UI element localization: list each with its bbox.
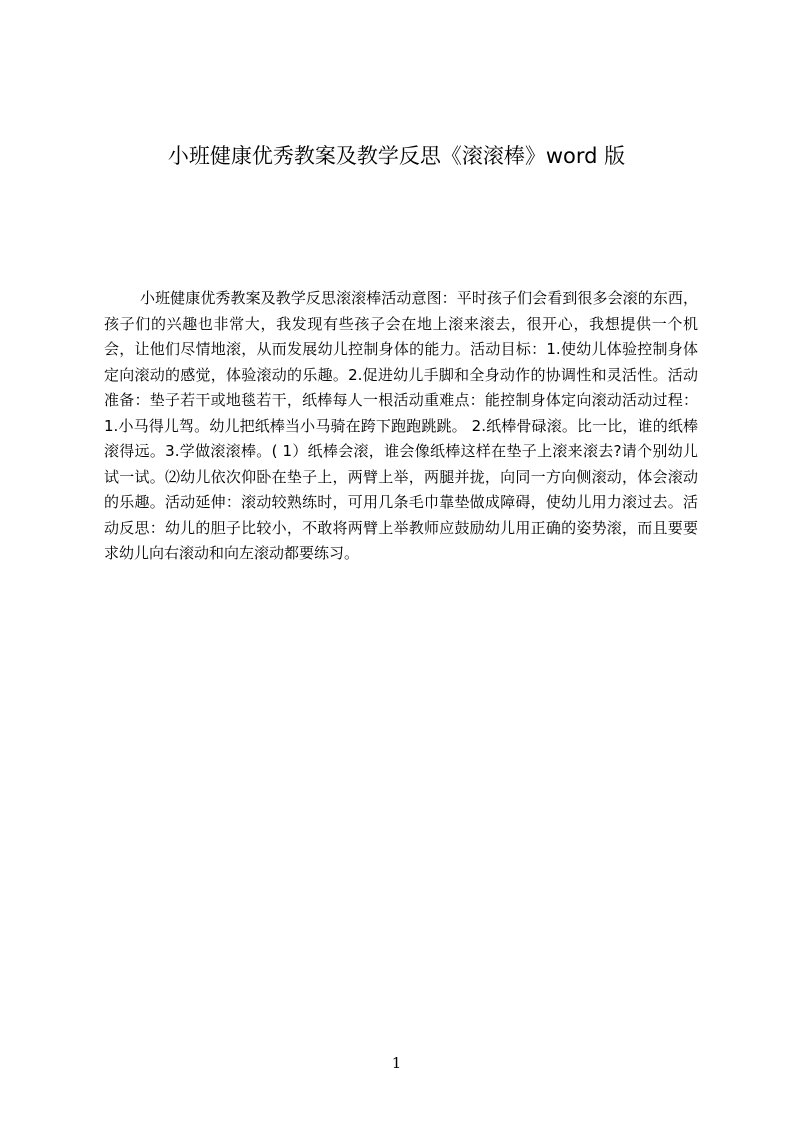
body-paragraph: 小班健康优秀教案及教学反思滚滚棒活动意图：平时孩子们会看到很多会滚的东西，孩子们的兴趣也非常大，我发现有些孩子会在地上滚来滚去，很开心，我想提供一个机会，让他们尽情地滚，从而发展幼儿控制身体的能力。活动目标：1.使幼儿体验控制身体定向滚动的感觉，体验滚动的乐趣。2.促进幼儿手脚和全身动作的协调性和灵活性。活动准备：垫子若干或地毯若干，纸棒每人一根活动重难点：能控制身体定向滚动活动过程：1.小马得儿驾。幼儿把纸棒当小马骑在跨下跑跑跳跳。 2.纸棒骨碌滚。比一比，谁的纸棒滚得远。3.学做滚滚棒。( 1）纸棒会滚，谁会像纸棒这样在垫子上滚来滚去?请个别幼儿试一试。⑵幼儿依次仰卧在垫子上，两臂上举，两腿并拢，向同一方向侧滚动，体会滚动的乐趣。活动延伸：滚动较熟练时，可用几条毛巾靠垫做成障碍，使幼儿用力滚过去。活动反思：幼儿的胆子比较小，不敢将两臂上举教师应鼓励幼儿用正确的姿势滚，而且要要求幼儿向右滚动和向左滚动都要练习。 — [104, 289, 698, 562]
document-title: 小班健康优秀教案及教学反思《滚滚棒》word 版 — [167, 144, 626, 168]
page-number: 1 — [391, 1054, 402, 1072]
